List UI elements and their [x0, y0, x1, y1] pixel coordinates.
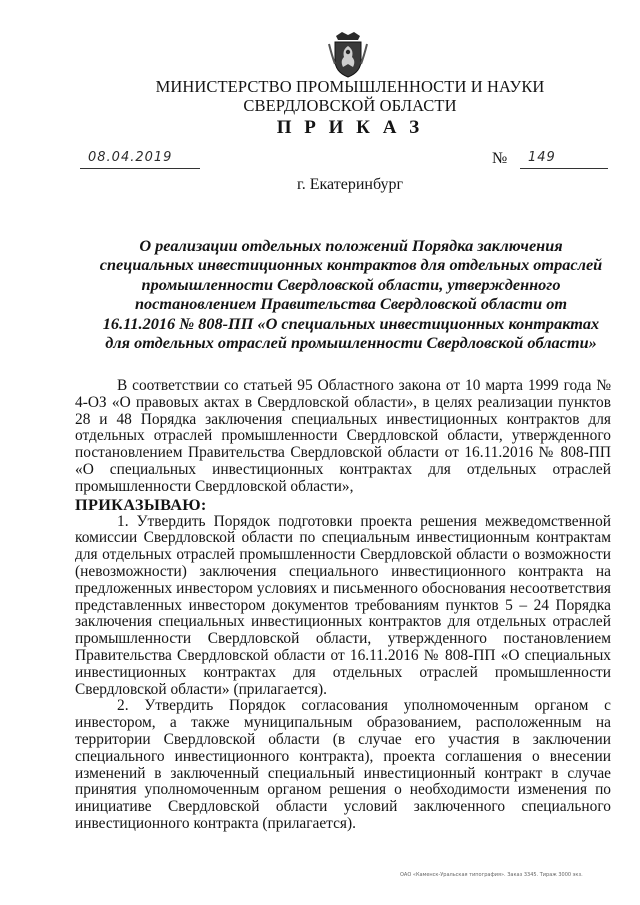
number-sign: № [492, 150, 508, 167]
handwritten-number: 149 [528, 150, 556, 165]
order-item-1: 1. Утвердить Порядок подготовки проекта решения межведомственной комиссии Свердловской области по специальным инвестиционным контрактам для отдельных отраслей промышленности Свердловской области о возможности (невозможности) заключения специального инвестиционного контракта на предложенных инвестором условиях и письменного обоснования несоответствия представленных инвестором документов требованиям пунктов 5 – 24 Порядка заключения специальных инвестиционных контрактов для отдельных отраслей промышленности Свердловской области, утвержденного постановлением Правительства Свердловской области от 16.11.2016 № 808-ПП «О специальных инвестиционных контрактах для отдельных отраслей промышленности Свердловской области» (прилагается). [75, 512, 611, 698]
preamble-paragraph: В соответствии со статьей 95 Областного закона от 10 марта 1999 года № 4-ОЗ «О правовых актах в Свердловской области», в целях реализации пунктов 28 и 48 Порядка заключения специальных инвестиционных контрактов для отдельных отраслей промышленности Свердловской области, утвержденного постановлением Правительства Свердловской области от 16.11.2016 № 808-ПП «О специальных инвестиционных контрактах для отдельных отраслей промышленности Свердловской области», [75, 377, 611, 495]
city-name: г. Екатеринбург [296, 176, 404, 193]
coat-of-arms-icon [326, 30, 370, 78]
document-title: О реализации отдельных положений Порядка заключения специальных инвестиционных контрактов для отдельных отраслей промышленности Свердловской области, утвержденного постановлением Правительства Свердловской области от 16.11.2016 № 808-ПП «О специальных инвестиционных контрактах для отдельных отраслей промышленности Свердловской области» [99, 236, 603, 353]
printer-imprint: ОАО «Каменск-Уральская типография». Заказ 3345. Тираж 3000 экз. [400, 872, 583, 878]
command-word: ПРИКАЗЫВАЮ: [75, 494, 207, 514]
date-underline [80, 168, 200, 169]
document-type-title: П Р И К А З [276, 117, 424, 138]
order-item-2: 2. Утвердить Порядок согласования уполномоченным органом с инвестором, а также муниципальным образованием, расположенным на территории Свердловской области (в случае его участия в заключении специального инвестиционного контракта), проекта соглашения о внесении изменений в заключенный специальный инвестиционный контракт в случае принятия уполномоченным органом решения о необходимости изменения по инициативе Свердловской области условий заключенного специального инвестиционного контракта (прилагается). [75, 697, 611, 832]
ministry-name-line2: СВЕРДЛОВСКОЙ ОБЛАСТИ [243, 96, 457, 115]
document-body [75, 378, 611, 833]
number-underline [520, 168, 608, 169]
handwritten-date: 08.04.2019 [88, 150, 173, 165]
ministry-name-line1: МИНИСТЕРСТВО ПРОМЫШЛЕННОСТИ И НАУКИ [155, 77, 545, 96]
